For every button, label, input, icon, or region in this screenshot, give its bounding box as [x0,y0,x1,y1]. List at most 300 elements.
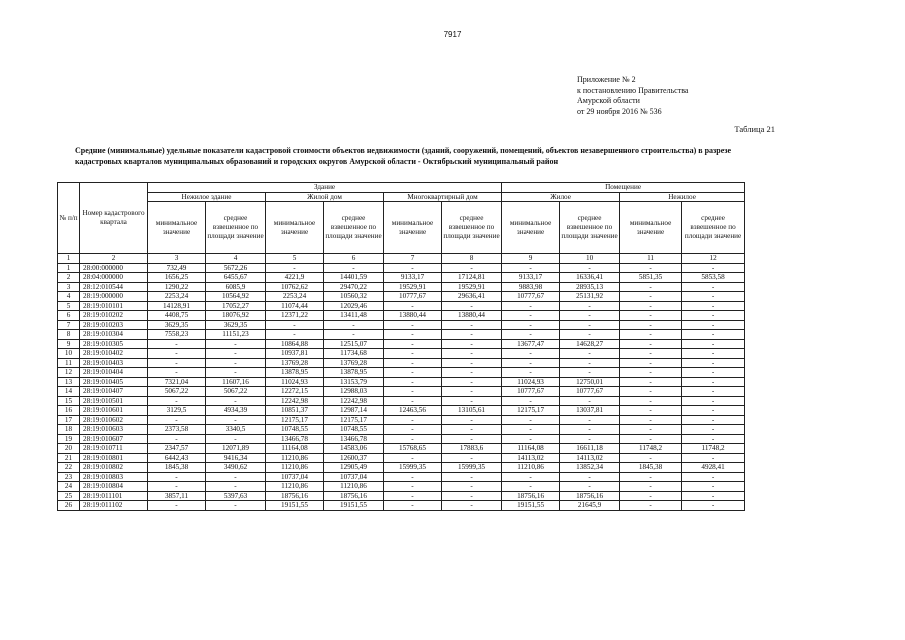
header-nonresidential-building: Нежилое здание [148,192,266,202]
value-cell: 4928,41 [682,463,745,473]
value-cell: - [442,415,502,425]
value-cell: - [206,434,266,444]
value-cell: 11210,86 [266,453,324,463]
value-cell: 13769,28 [266,358,324,368]
kadastral-quarter-cell: 28:19:010101 [80,301,148,311]
value-cell: 12987,14 [324,406,384,416]
value-cell: - [206,501,266,511]
header-building: Здание [148,183,502,193]
value-cell: 13677,47 [502,339,560,349]
value-cell: - [442,453,502,463]
value-cell: - [148,339,206,349]
column-number: 10 [560,254,620,264]
table-row [58,368,745,378]
appendix-note [577,75,688,117]
value-cell: 15999,35 [384,463,442,473]
row-number-cell: 4 [58,292,80,302]
header-min-value: минимальное значение [384,202,442,254]
value-cell: - [442,320,502,330]
value-cell: - [502,320,560,330]
value-cell: - [502,358,560,368]
row-number-cell: 19 [58,434,80,444]
row-number-cell: 6 [58,311,80,321]
value-cell: - [442,301,502,311]
value-cell: - [620,349,682,359]
value-cell: 5067,22 [148,387,206,397]
value-cell: - [384,434,442,444]
value-cell: - [620,301,682,311]
table-row [58,377,745,387]
header-avg-value: среднее взвешенное по площади значение [682,202,745,254]
value-cell: - [682,358,745,368]
value-cell: - [206,482,266,492]
value-cell: 1845,38 [620,463,682,473]
header-kadastral-quarter: Номер кадастрового квартала [80,183,148,254]
value-cell: - [148,358,206,368]
value-cell: - [148,368,206,378]
value-cell: 12905,49 [324,463,384,473]
value-cell: 15999,35 [442,463,502,473]
value-cell: 14583,06 [324,444,384,454]
value-cell: - [442,377,502,387]
table-row [58,425,745,435]
value-cell: 12175,17 [502,406,560,416]
value-cell: - [384,263,442,273]
value-cell: 10737,04 [324,472,384,482]
table-row [58,415,745,425]
value-cell: 12071,89 [206,444,266,454]
value-cell: 13037,81 [560,406,620,416]
value-cell: 4221,9 [266,273,324,283]
value-cell: 17883,6 [442,444,502,454]
value-cell: 12029,46 [324,301,384,311]
value-cell: - [560,330,620,340]
header-min-value: минимальное значение [266,202,324,254]
value-cell: - [682,472,745,482]
value-cell: - [560,434,620,444]
value-cell: - [682,453,745,463]
kadastral-quarter-cell: 28:19:000000 [80,292,148,302]
value-cell: - [442,434,502,444]
value-cell: 12463,56 [384,406,442,416]
column-number: 12 [682,254,745,264]
value-cell: - [620,491,682,501]
column-number: 3 [148,254,206,264]
value-cell: 13466,78 [324,434,384,444]
value-cell: - [620,339,682,349]
header-avg-value: среднее взвешенное по площади значение [442,202,502,254]
value-cell: 14628,27 [560,339,620,349]
value-cell: 11210,86 [502,463,560,473]
value-cell: 11210,86 [266,482,324,492]
value-cell: 9133,17 [384,273,442,283]
header-avg-value: среднее взвешенное по площади значение [206,202,266,254]
row-number-cell: 22 [58,463,80,473]
value-cell: - [384,425,442,435]
value-cell: 10777,67 [384,292,442,302]
value-cell: - [266,330,324,340]
row-number-cell: 12 [58,368,80,378]
value-cell: 11164,08 [502,444,560,454]
kadastral-quarter-cell: 28:19:010305 [80,339,148,349]
value-cell: 17124,81 [442,273,502,283]
value-cell: 4408,75 [148,311,206,321]
row-number-cell: 11 [58,358,80,368]
value-cell: - [620,434,682,444]
value-cell: 10851,37 [266,406,324,416]
value-cell: - [442,482,502,492]
kadastral-quarter-cell: 28:19:010407 [80,387,148,397]
value-cell: - [384,472,442,482]
value-cell: 5397,63 [206,491,266,501]
value-cell: - [560,368,620,378]
column-number: 1 [58,254,80,264]
header-premises: Помещение [502,183,745,193]
value-cell: 13411,48 [324,311,384,321]
value-cell: - [682,301,745,311]
value-cell: - [148,349,206,359]
row-number-cell: 7 [58,320,80,330]
value-cell: 12515,07 [324,339,384,349]
value-cell: 18756,16 [324,491,384,501]
header-apartment-building: Многоквартирный дом [384,192,502,202]
value-cell: - [502,311,560,321]
value-cell: - [442,358,502,368]
column-number: 6 [324,254,384,264]
value-cell: 1845,38 [148,463,206,473]
row-number-cell: 8 [58,330,80,340]
value-cell: - [682,330,745,340]
value-cell: 13105,61 [442,406,502,416]
kadastral-quarter-cell: 28:19:010403 [80,358,148,368]
kadastral-quarter-cell: 28:19:011102 [80,501,148,511]
value-cell: 18076,92 [206,311,266,321]
kadastral-quarter-cell: 28:19:010803 [80,472,148,482]
value-cell: - [384,387,442,397]
table-row [58,301,745,311]
value-cell: - [442,491,502,501]
header-min-value: минимальное значение [620,202,682,254]
value-cell: 5672,26 [206,263,266,273]
value-cell: - [502,415,560,425]
value-cell: 5067,22 [206,387,266,397]
value-cell: - [502,434,560,444]
value-cell: 3129,5 [148,406,206,416]
value-cell: 29470,22 [324,282,384,292]
value-cell: 3490,62 [206,463,266,473]
column-number: 4 [206,254,266,264]
value-cell: - [502,368,560,378]
kadastral-quarter-cell: 28:19:010802 [80,463,148,473]
value-cell: 18756,16 [266,491,324,501]
value-cell: - [560,472,620,482]
value-cell: - [384,396,442,406]
value-cell: 12371,22 [266,311,324,321]
value-cell: - [620,501,682,511]
value-cell: - [620,415,682,425]
value-cell: - [442,349,502,359]
row-number-cell: 16 [58,406,80,416]
value-cell: 10564,92 [206,292,266,302]
value-cell: - [682,434,745,444]
table-row [58,434,745,444]
value-cell: 11607,16 [206,377,266,387]
value-cell: 3340,5 [206,425,266,435]
value-cell: 6085,9 [206,282,266,292]
kadastral-quarter-cell: 28:19:010603 [80,425,148,435]
value-cell: - [682,425,745,435]
value-cell: - [560,425,620,435]
value-cell: - [442,425,502,435]
value-cell: - [324,330,384,340]
value-cell: 13878,95 [266,368,324,378]
value-cell: - [384,491,442,501]
value-cell: 12242,98 [266,396,324,406]
table-row [58,396,745,406]
kadastral-quarter-cell: 28:19:010402 [80,349,148,359]
value-cell: 2253,24 [148,292,206,302]
value-cell: - [442,472,502,482]
table-row [58,406,745,416]
value-cell: 25131,92 [560,292,620,302]
value-cell: - [206,415,266,425]
table-row [58,387,745,397]
value-cell: - [148,472,206,482]
value-cell: 7321,04 [148,377,206,387]
value-cell: 10762,62 [266,282,324,292]
value-cell: 28935,13 [560,282,620,292]
table-row [58,444,745,454]
value-cell: - [502,349,560,359]
value-cell: 13880,44 [442,311,502,321]
value-cell: 12750,01 [560,377,620,387]
value-cell: - [384,415,442,425]
value-cell: 17052,27 [206,301,266,311]
value-cell: - [384,358,442,368]
value-cell: - [206,349,266,359]
value-cell: 18756,16 [502,491,560,501]
table-row [58,263,745,273]
value-cell: 7558,23 [148,330,206,340]
value-cell: - [442,368,502,378]
value-cell: 1290,22 [148,282,206,292]
value-cell: - [682,415,745,425]
appendix-line-2: к постановлению Правительства [577,85,689,95]
value-cell: 19151,55 [266,501,324,511]
value-cell: 10937,81 [266,349,324,359]
value-cell: 19529,91 [442,282,502,292]
value-cell: - [324,320,384,330]
value-cell: - [620,387,682,397]
value-cell: - [560,263,620,273]
value-cell: - [324,263,384,273]
column-number: 8 [442,254,502,264]
column-number: 9 [502,254,560,264]
value-cell: 6455,67 [206,273,266,283]
kadastral-quarter-cell: 28:19:010203 [80,320,148,330]
value-cell: 3629,35 [206,320,266,330]
row-number-cell: 26 [58,501,80,511]
value-cell: - [502,263,560,273]
value-cell: 14128,91 [148,301,206,311]
value-cell: 11024,93 [266,377,324,387]
value-cell: - [682,482,745,492]
value-cell: 1656,25 [148,273,206,283]
value-cell: - [442,501,502,511]
table-row [58,292,745,302]
value-cell: 10777,67 [560,387,620,397]
value-cell: - [442,330,502,340]
value-cell: 12600,37 [324,453,384,463]
value-cell: - [620,292,682,302]
value-cell: - [384,320,442,330]
row-number-cell: 18 [58,425,80,435]
value-cell: - [682,282,745,292]
value-cell: - [620,425,682,435]
value-cell: 10560,32 [324,292,384,302]
value-cell: 11210,86 [266,463,324,473]
kadastral-quarter-cell: 28:19:011101 [80,491,148,501]
value-cell: - [560,301,620,311]
value-cell: - [442,339,502,349]
appendix-line-4: от 29 ноября 2016 № 536 [577,106,662,116]
value-cell: - [560,358,620,368]
value-cell: 11024,93 [502,377,560,387]
row-number-cell: 3 [58,282,80,292]
value-cell: 11151,23 [206,330,266,340]
value-cell: 10737,04 [266,472,324,482]
value-cell: 9133,17 [502,273,560,283]
value-cell: - [560,349,620,359]
value-cell: - [206,368,266,378]
value-cell: - [148,396,206,406]
row-number-cell: 20 [58,444,80,454]
value-cell: 11734,68 [324,349,384,359]
document-title: Средние (минимальные) удельные показатели кадастровой стоимости объектов недвижимости (зданий, сооружений, помещений, объектов незавершенного строительства) в разрезе кадастровых кварталов муниципальных образований и городских округов Амурской области - Октябрьский муниципальный район [75,146,732,166]
cadastral-value-table [57,182,745,511]
kadastral-quarter-cell: 28:19:010304 [80,330,148,340]
column-number: 2 [80,254,148,264]
value-cell: 13153,79 [324,377,384,387]
value-cell: - [620,377,682,387]
value-cell: - [560,311,620,321]
value-cell: - [206,396,266,406]
value-cell: - [148,415,206,425]
value-cell: - [682,311,745,321]
value-cell: - [266,320,324,330]
kadastral-quarter-cell: 28:19:010602 [80,415,148,425]
kadastral-quarter-cell: 28:00:000000 [80,263,148,273]
value-cell: 12175,17 [266,415,324,425]
row-number-cell: 10 [58,349,80,359]
value-cell: 2347,57 [148,444,206,454]
value-cell: - [682,387,745,397]
value-cell: 29636,41 [442,292,502,302]
value-cell: - [620,472,682,482]
value-cell: - [682,491,745,501]
row-number-cell: 9 [58,339,80,349]
value-cell: - [384,301,442,311]
value-cell: 13466,78 [266,434,324,444]
value-cell: - [682,263,745,273]
kadastral-quarter-cell: 28:04:000000 [80,273,148,283]
value-cell: 14401,59 [324,273,384,283]
value-cell: - [620,396,682,406]
value-cell: - [682,368,745,378]
row-number-cell: 24 [58,482,80,492]
page-number: 7917 [443,30,462,39]
table-body [58,263,745,510]
value-cell: - [682,339,745,349]
kadastral-quarter-cell: 28:19:010501 [80,396,148,406]
value-cell: 2253,24 [266,292,324,302]
value-cell: - [620,311,682,321]
value-cell: 14113,02 [502,453,560,463]
table-row [58,501,745,511]
table-row [58,472,745,482]
header-residential-house: Жилой дом [266,192,384,202]
table-row [58,349,745,359]
value-cell: 11210,86 [324,482,384,492]
value-cell: - [148,434,206,444]
appendix-line-1: Приложение № 2 [577,75,636,84]
value-cell: - [384,377,442,387]
value-cell: - [560,396,620,406]
value-cell: - [682,396,745,406]
table-row [58,339,745,349]
value-cell: 9883,98 [502,282,560,292]
value-cell: 21645,9 [560,501,620,511]
row-number-cell: 21 [58,453,80,463]
value-cell: - [682,406,745,416]
table-row [58,358,745,368]
row-number-cell: 23 [58,472,80,482]
value-cell: - [682,349,745,359]
header-residential-premises: Жилое [502,192,620,202]
table-label: Таблица 21 [734,124,775,134]
column-number: 5 [266,254,324,264]
value-cell: 12988,03 [324,387,384,397]
value-cell: - [620,368,682,378]
value-cell: 11748,2 [620,444,682,454]
value-cell: 10777,67 [502,387,560,397]
kadastral-quarter-cell: 28:19:010801 [80,453,148,463]
value-cell: - [442,396,502,406]
value-cell: 11748,2 [682,444,745,454]
table-row [58,491,745,501]
header-min-value: минимальное значение [502,202,560,254]
table-row [58,330,745,340]
value-cell: - [384,368,442,378]
value-cell: - [620,263,682,273]
value-cell: 9416,34 [206,453,266,463]
value-cell: - [206,472,266,482]
value-cell: - [620,320,682,330]
value-cell: - [502,396,560,406]
value-cell: 12175,17 [324,415,384,425]
column-number: 7 [384,254,442,264]
value-cell: - [620,282,682,292]
header-min-value: минимальное значение [148,202,206,254]
row-number-cell: 15 [58,396,80,406]
table-row [58,282,745,292]
value-cell: 3629,35 [148,320,206,330]
value-cell: 11164,08 [266,444,324,454]
value-cell: 14113,02 [560,453,620,463]
row-number-cell: 17 [58,415,80,425]
value-cell: - [502,301,560,311]
value-cell: 12272,15 [266,387,324,397]
